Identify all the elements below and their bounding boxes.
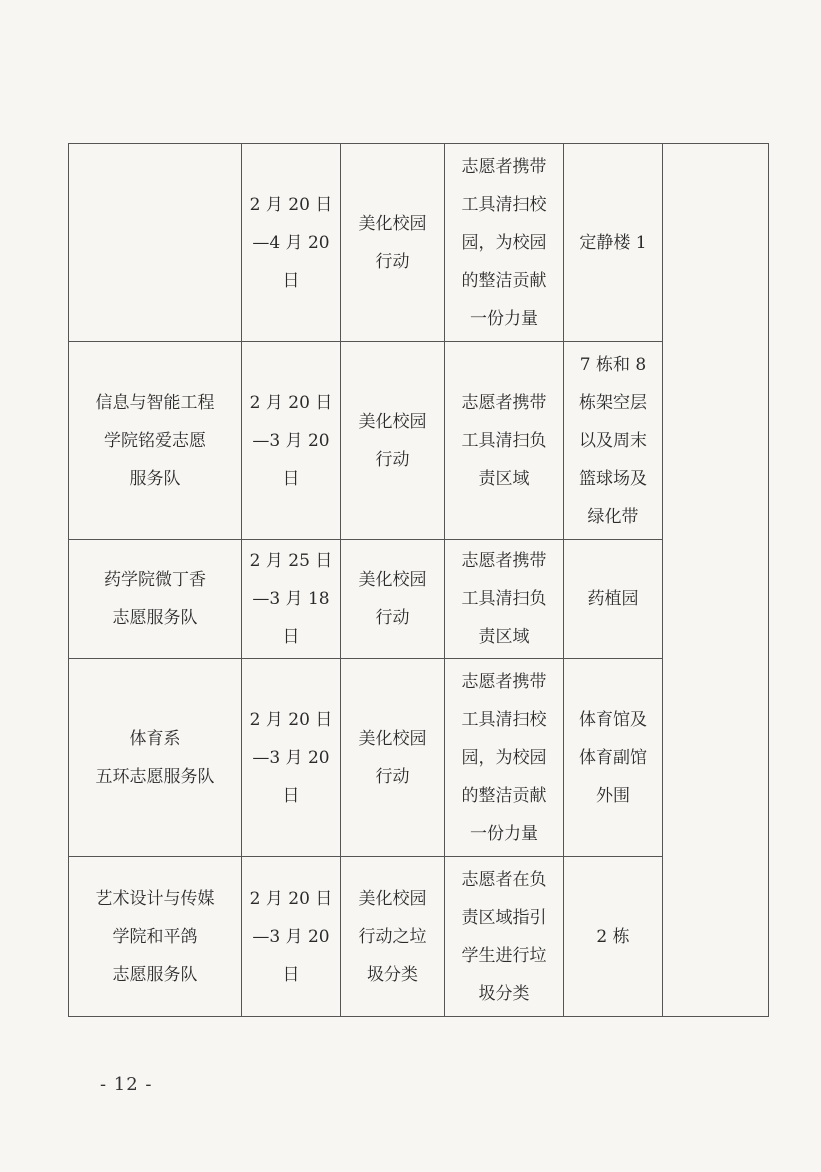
date-cell: 2 月 20 日 —3 月 20 日: [242, 342, 341, 540]
date-cell: 2 月 20 日 —4 月 20 日: [242, 144, 341, 342]
location-cell: 定静楼 1: [564, 144, 663, 342]
location-cell: 药植园: [564, 540, 663, 659]
content-cell: 志愿者携带 工具清扫校 园，为校园 的整洁贡献 一份力量: [445, 659, 564, 857]
date-cell: 2 月 20 日 —3 月 20 日: [242, 659, 341, 857]
content-cell: 志愿者携带 工具清扫负 责区域: [445, 342, 564, 540]
team-cell: 体育系 五环志愿服务队: [69, 659, 242, 857]
team-cell: 信息与智能工程 学院铭爱志愿 服务队: [69, 342, 242, 540]
activity-cell: 美化校园 行动: [341, 659, 445, 857]
activity-cell: 美化校园 行动: [341, 342, 445, 540]
content-cell: 志愿者在负 责区域指引 学生进行垃 圾分类: [445, 857, 564, 1017]
content-cell: 志愿者携带 工具清扫校 园，为校园 的整洁贡献 一份力量: [445, 144, 564, 342]
merged-empty-cell: [663, 144, 769, 1017]
team-cell: 药学院微丁香 志愿服务队: [69, 540, 242, 659]
location-cell: 体育馆及 体育副馆 外围: [564, 659, 663, 857]
date-cell: 2 月 20 日 —3 月 20 日: [242, 857, 341, 1017]
activity-cell: 美化校园 行动: [341, 540, 445, 659]
location-cell: 7 栋和 8 栋架空层 以及周末 篮球场及 绿化带: [564, 342, 663, 540]
date-cell: 2 月 25 日 —3 月 18 日: [242, 540, 341, 659]
location-cell: 2 栋: [564, 857, 663, 1017]
content-cell: 志愿者携带 工具清扫负 责区域: [445, 540, 564, 659]
activity-cell: 美化校园 行动之垃 圾分类: [341, 857, 445, 1017]
volunteer-activity-table: [68, 143, 769, 1017]
page-number: - 12 -: [100, 1074, 153, 1095]
activity-cell: 美化校园 行动: [341, 144, 445, 342]
table-row: [69, 144, 769, 342]
team-cell: [69, 144, 242, 342]
team-cell: 艺术设计与传媒 学院和平鸽 志愿服务队: [69, 857, 242, 1017]
